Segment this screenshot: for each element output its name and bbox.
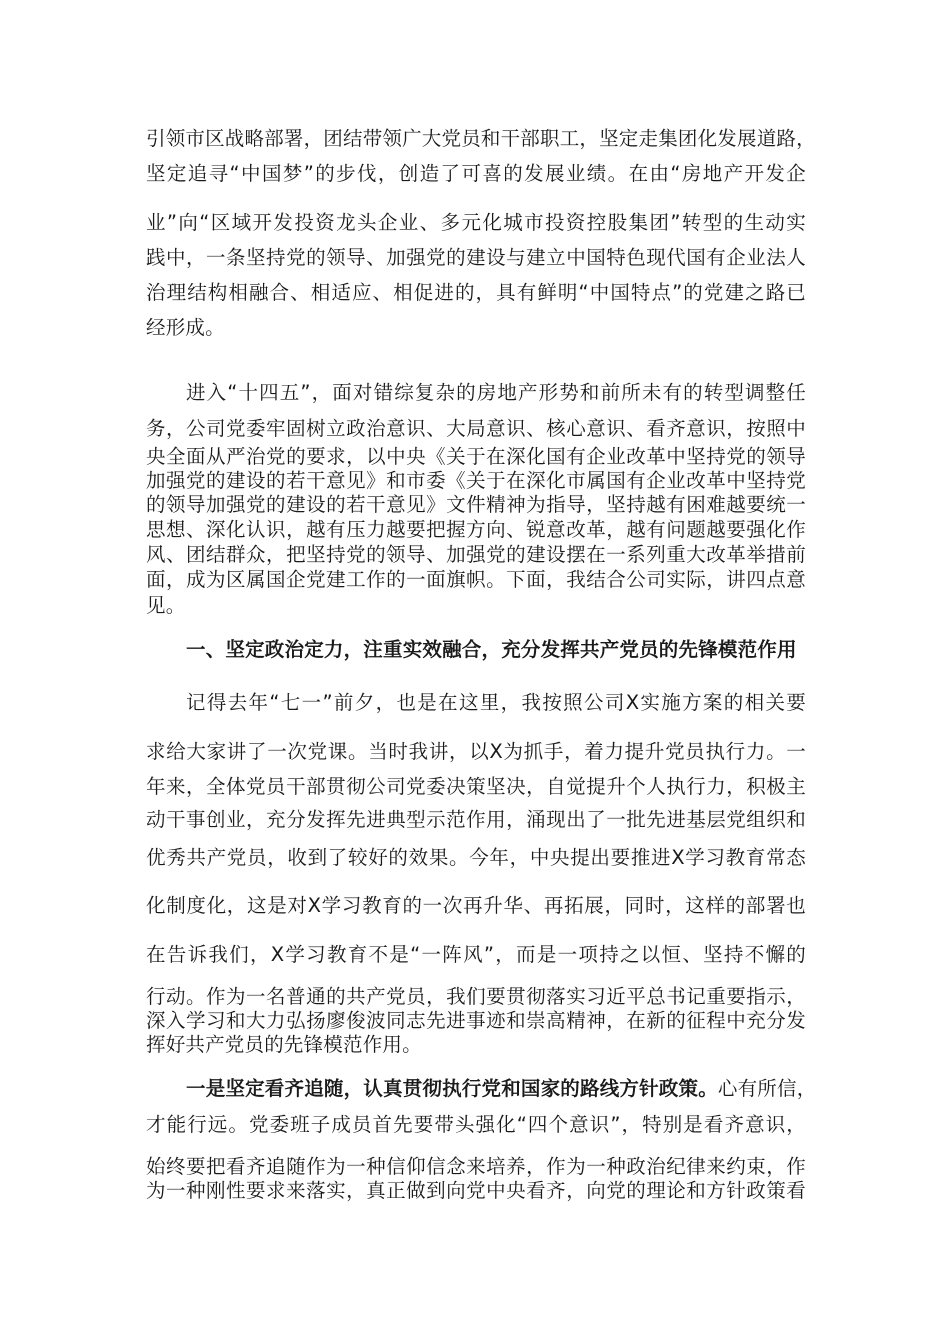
body-text-line (186, 1077, 817, 1101)
body-text-line: 风、团结群众，把坚持党的领导、加强党的建设摆在一系列重大改革举措前 (146, 543, 806, 566)
body-text-line: 业”向“区域开发投资龙头企业、多元化城市投资控股集团”转型的生动实 (146, 211, 806, 234)
body-text-line: 优秀共产党员，收到了较好的效果。今年，中央提出要推进X学习教育常态 (146, 846, 806, 869)
body-text-line: 为一种刚性要求来落实，真正做到向党中央看齐，向党的理论和方针政策看 (146, 1179, 806, 1202)
body-text-line: 动干事创业，充分发挥先进典型示范作用，涌现出了一批先进基层党组织和 (146, 808, 806, 831)
lead-sentence-bold: 一是坚定看齐追随，认真贯彻执行党和国家的路线方针政策。 (186, 1077, 718, 1100)
body-text-line: 坚定追寻“中国梦”的步伐，创造了可喜的发展业绩。在由“房地产开发企 (146, 162, 806, 185)
body-text-line: 引领市区战略部署，团结带领广大党员和干部职工，坚定走集团化发展道路， (146, 127, 816, 150)
body-text-line: 央全面从严治党的要求，以中央《关于在深化国有企业改革中坚持党的领导 (146, 445, 806, 468)
body-text-line: 思想、深化认识，越有压力越要把握方向、锐意改革，越有问题越要强化作 (146, 518, 806, 541)
body-text-line: 加强党的建设的若干意见》和市委《关于在深化市属国有企业改革中坚持党 (146, 469, 806, 492)
body-text-line: 化制度化，这是对X学习教育的一次再升华、再拓展，同时，这样的部署也 (146, 894, 806, 917)
body-text-line: 深入学习和大力弘扬廖俊波同志先进事迹和崇高精神，在新的征程中充分发 (146, 1009, 806, 1032)
body-text-line: 进入“十四五”，面对错综复杂的房地产形势和前所未有的转型调整任 (186, 381, 806, 404)
body-text-line: 在告诉我们，X学习教育不是“一阵风”，而是一项持之以恒、坚持不懈的 (146, 943, 806, 966)
body-text-line: 面，成为区属国企党建工作的一面旗帜。下面，我结合公司实际，讲四点意 (146, 568, 806, 591)
body-text-line: 挥好共产党员的先锋模范作用。 (146, 1033, 422, 1056)
lead-sentence-rest: 心有所信， (717, 1077, 817, 1100)
body-text-line: 践中，一条坚持党的领导、加强党的建设与建立中国特色现代国有企业法人 (146, 246, 806, 269)
body-text-line: 记得去年“七一”前夕，也是在这里，我按照公司X实施方案的相关要 (186, 691, 806, 714)
body-text-line: 始终要把看齐追随作为一种信仰信念来培养，作为一种政治纪律来约束，作 (146, 1155, 806, 1178)
body-text-line: 的领导加强党的建设的若干意见》文件精神为指导，坚持越有困难越要统一 (146, 493, 806, 516)
body-text-line: 见。 (146, 594, 186, 617)
body-text-line: 求给大家讲了一次党课。当时我讲，以X为抓手，着力提升党员执行力。一 (146, 740, 806, 763)
body-text-line: 行动。作为一名普通的共产党员，我们要贯彻落实习近平总书记重要指示， (146, 985, 806, 1008)
section-heading: 一、坚定政治定力，注重实效融合，充分发挥共产党员的先锋模范作用 (186, 638, 797, 661)
body-text-line: 经形成。 (146, 316, 225, 339)
body-text-line: 年来，全体党员干部贯彻公司党委决策坚决，自觉提升个人执行力，积极主 (146, 775, 806, 798)
body-text-line: 治理结构相融合、相适应、相促进的，具有鲜明“中国特点”的党建之路已 (146, 281, 806, 304)
body-text-line: 才能行远。党委班子成员首先要带头强化“四个意识”，特别是看齐意识， (146, 1113, 806, 1136)
body-text-line: 务，公司党委牢固树立政治意识、大局意识、核心意识、看齐意识，按照中 (146, 417, 806, 440)
